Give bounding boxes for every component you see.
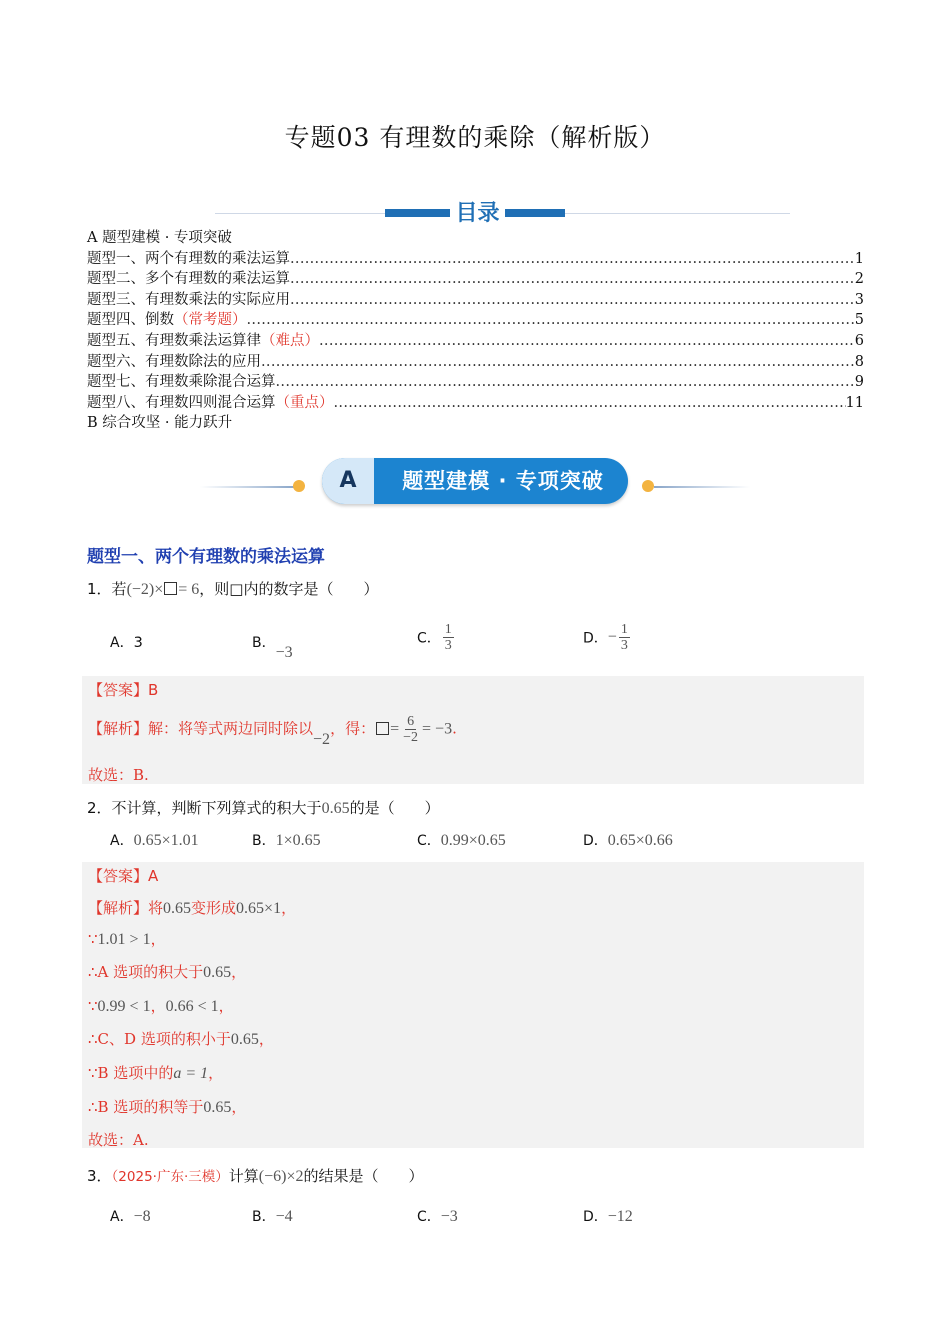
option-d[interactable]: D．0.65×0.66 [583,832,673,849]
option-c[interactable]: C． $\frac{1}{3}$ [417,622,452,653]
toc-item[interactable]: 题型八、有理数四则混合运算 （重点） ..... 11 [87,393,864,414]
question-source: （2025·广东·三模） [111,1169,229,1185]
table-of-contents [87,228,864,434]
option-b[interactable]: B．−3 [252,635,293,661]
section-title: 题型一、两个有理数的乘法运算 [87,547,325,567]
toc-left-rule [215,213,385,214]
answer-box-1 [82,676,864,784]
toc-item[interactable]: 题型三、有理数乘法的实际应用 ..... 3 [87,290,864,311]
toc-right-rule [565,213,790,214]
toc-tag: （重点） [275,394,334,411]
toc-item[interactable]: 题型六、有理数除法的应用 ..... 8 [87,352,864,373]
toc-part-b[interactable]: B 综合攻坚 · 能力跃升 [87,415,233,432]
banner-right-line [654,486,750,488]
toc-heading [215,196,790,232]
toc-part-a[interactable]: A 题型建模 · 专项突破 [87,230,232,246]
option-b[interactable]: B．1×0.65 [252,832,321,849]
option-d[interactable]: D．−12 [583,1208,633,1225]
option-a[interactable]: A．3 [110,635,143,651]
option-d[interactable]: D．− $\frac{1}{3}$ [583,622,628,653]
answer-line: 【答案】A [88,867,159,885]
toc-title: 目录 [455,200,500,226]
analysis-line: ∴C、D 选项的积小于0.65， [88,1030,274,1048]
option-a[interactable]: A．−8 [110,1208,151,1225]
toc-tag: （难点） [261,332,319,349]
banner-text: 题型建模 · 专项突破 [402,469,604,493]
blank-box [164,582,177,595]
banner-right-dot [642,480,654,492]
toc-right-bar [505,209,565,217]
banner-left-dot [293,480,305,492]
toc-item[interactable]: 题型五、有理数乘法运算律 （难点） ..... 6 [87,331,864,352]
question-2: 2．不计算，判断下列算式的积大于0.65的是（ ） [87,799,440,817]
banner-letter: A [322,458,374,504]
analysis-line: ∴B 选项的积等于0.65， [88,1098,247,1116]
analysis-line: ∵1.01 > 1， [88,930,166,948]
toc-tag: （常考题） [174,312,247,329]
analysis-line: ∴A 选项的积大于0.65， [88,963,247,981]
choose-line: 故选：A. [88,1131,149,1149]
analysis-line: 【解析】解：将等式两边同时除以−2，得： = $\frac{6}{-2}$ = −3. [88,714,457,748]
question-3: 3．（2025·广东·三模）计算(−6)×2的结果是（ ） [87,1167,424,1185]
option-b[interactable]: B．−4 [252,1208,293,1225]
section-banner [200,456,750,508]
option-a[interactable]: A．0.65×1.01 [110,832,199,849]
question-3-options [110,1206,870,1246]
toc-item[interactable]: 题型二、多个有理数的乘法运算 ..... 2 [87,269,864,290]
analysis-line: ∵0.99 < 1，0.66 < 1， [88,997,234,1015]
document-title: 专题03 有理数的乘除（解析版） [284,123,666,152]
answer-box-2 [82,862,864,1148]
answer-line: 【答案】B [88,681,159,699]
option-c[interactable]: C．0.99×0.65 [417,832,506,849]
toc-item[interactable]: 题型一、两个有理数的乘法运算 ..... 1 [87,249,864,270]
toc-left-bar [385,209,450,217]
analysis-line: 【解析】将0.65变形成0.65×1， [88,899,297,917]
question-1: 1．若(−2)× = 6，则□内的数字是（ ） [87,580,379,598]
choose-line: 故选：B. [88,766,149,784]
banner-left-line [200,486,295,488]
toc-item[interactable]: 题型四、倒数 （常考题） ..... 5 [87,310,864,331]
toc-item[interactable]: 题型七、有理数乘除混合运算 ..... 9 [87,372,864,393]
analysis-line: ∵B 选项中的a = 1， [88,1064,224,1082]
question-1-options [110,622,870,662]
option-c[interactable]: C．−3 [417,1208,458,1225]
